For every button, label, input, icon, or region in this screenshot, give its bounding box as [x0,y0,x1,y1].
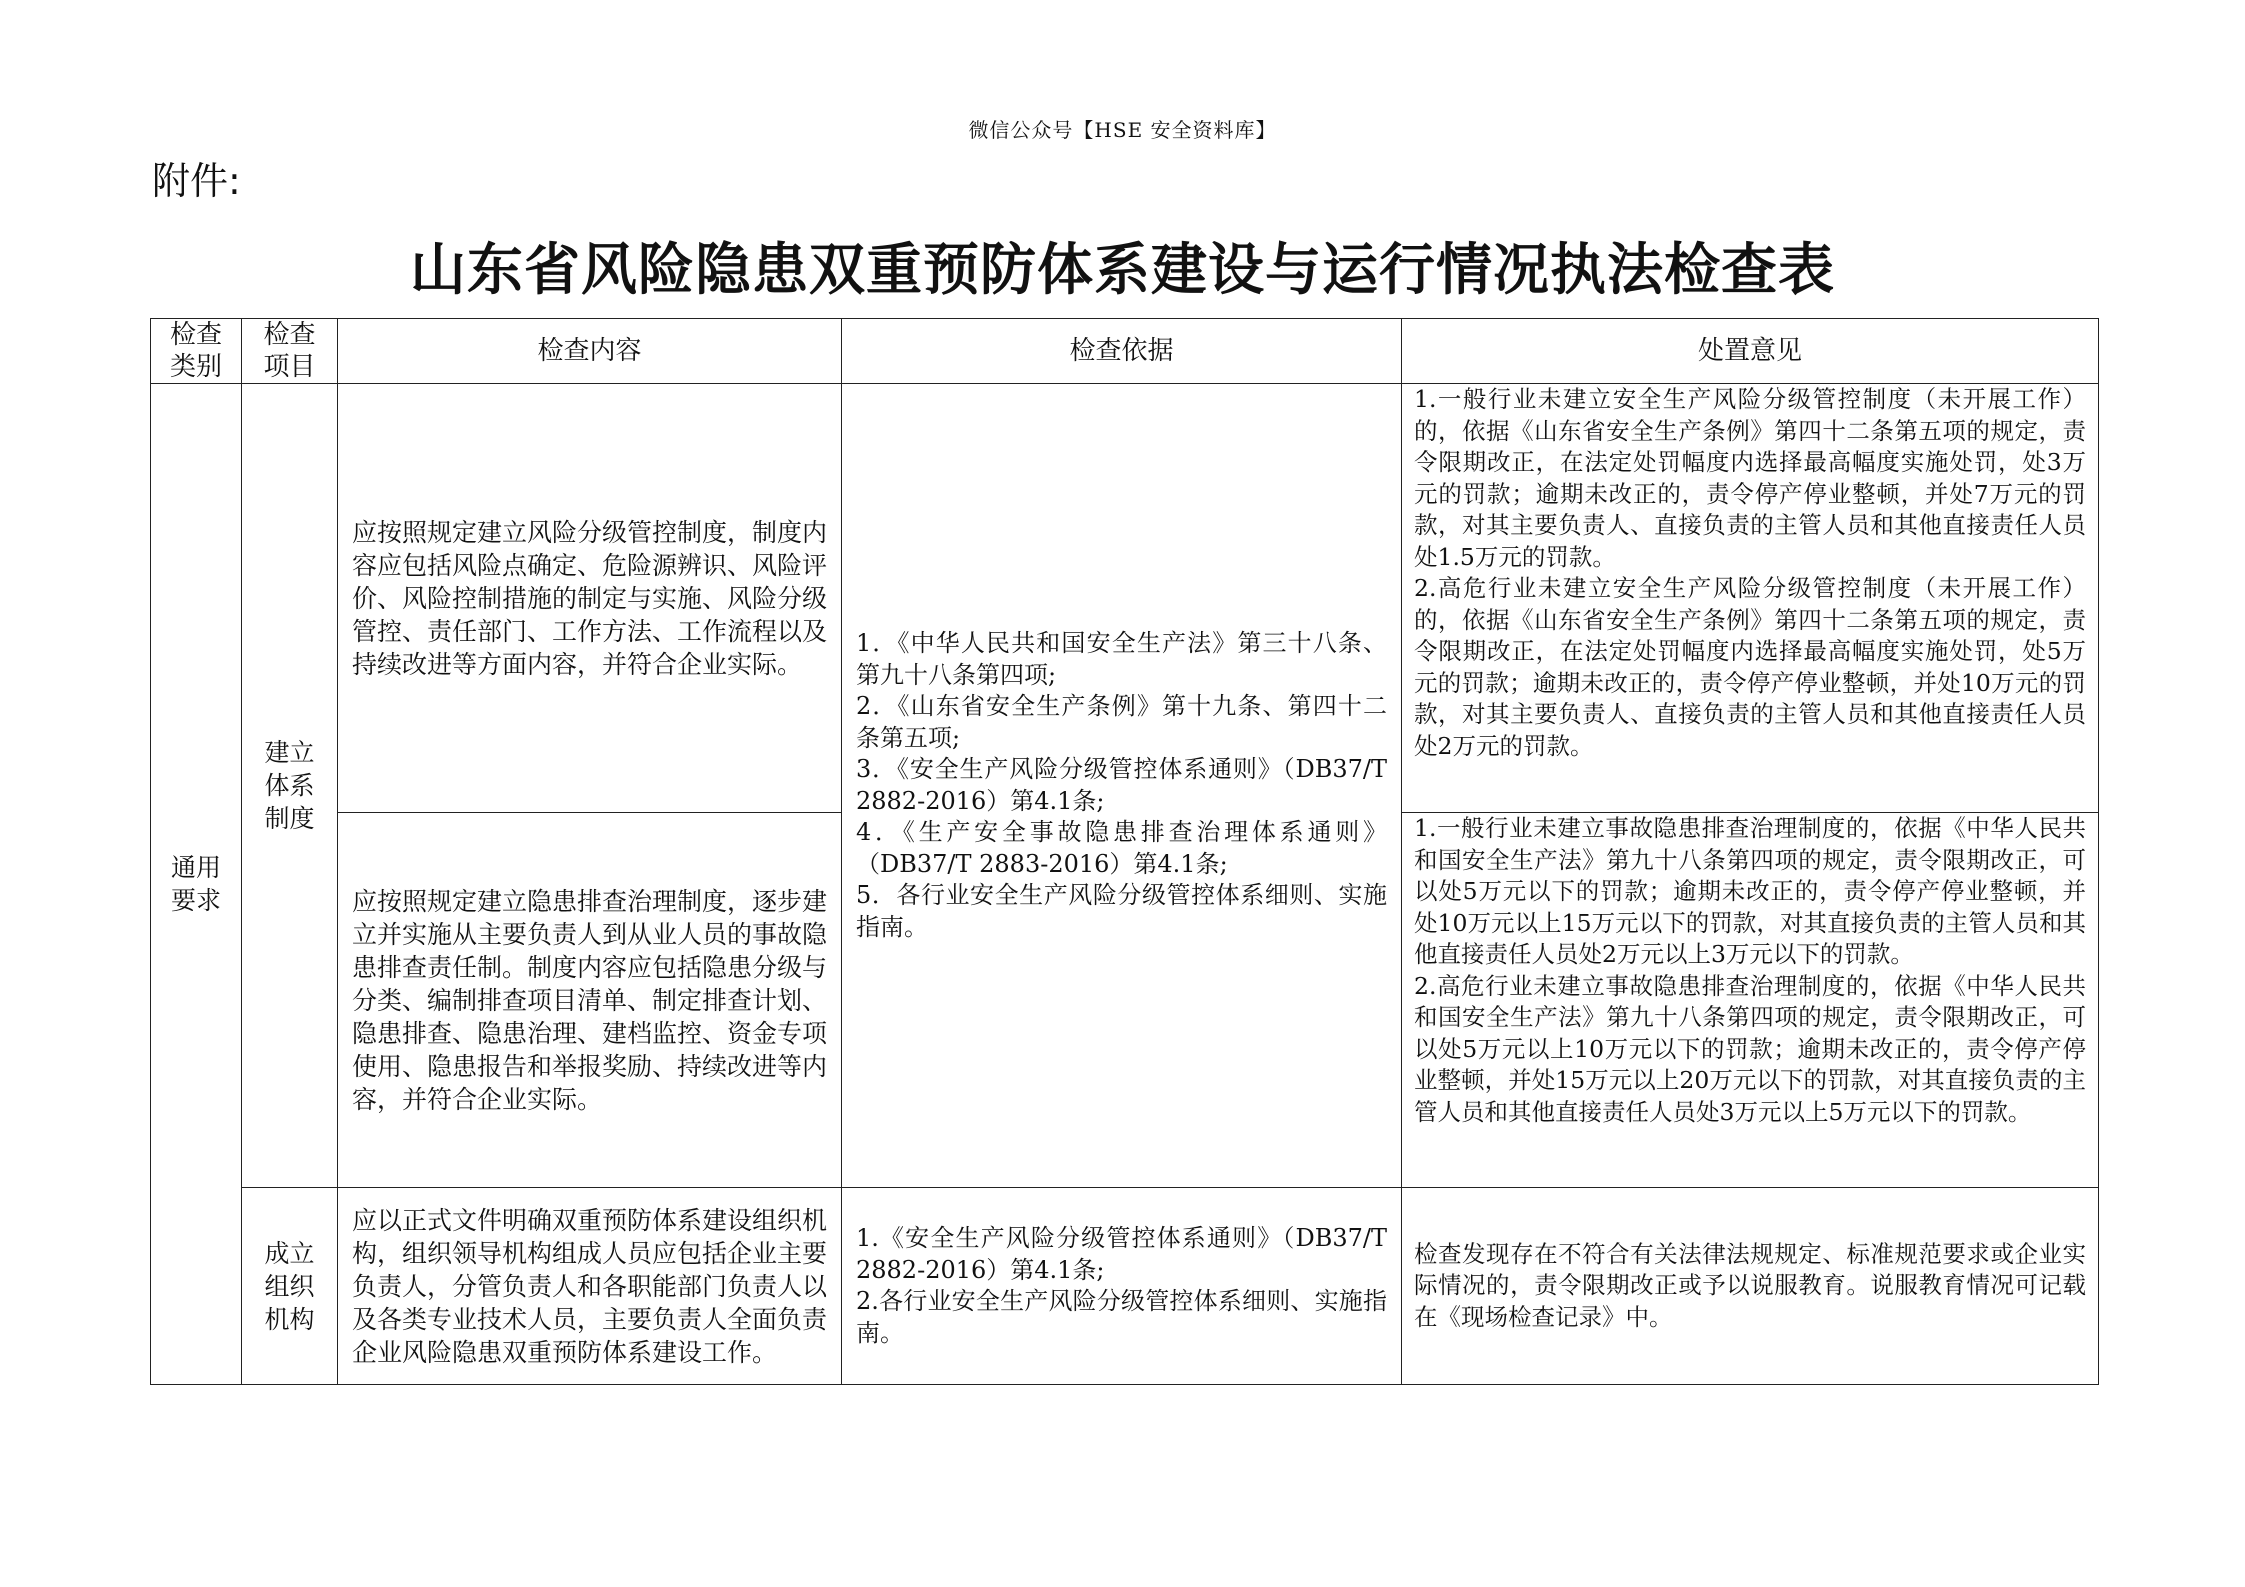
basis-line: 2.各行业安全生产风险分级管控体系细则、实施指南。 [856,1287,1387,1347]
basis-line: 5．各行业安全生产风险分级管控体系细则、实施指南。 [856,881,1387,941]
basis-line: 1.《安全生产风险分级管控体系通则》（DB37/T 2882-2016）第4.1条; [856,1224,1387,1284]
item-cell-organization: 成立 组织 机构 [242,1188,338,1385]
watermark-text: 微信公众号【HSE 安全资料库】 [968,118,1277,142]
table-row [151,384,2099,813]
col-header-opinion: 处置意见 [1402,319,2099,384]
basis-line: 2．《山东省安全生产条例》第十九条、第四十二条第五项; [856,692,1387,752]
col-header-basis: 检查依据 [842,319,1402,384]
opinion-paragraph: 1.一般行业未建立安全生产风险分级管控制度（未开展工作）的，依据《山东省安全生产条例》第四十二条第五项的规定，责令限期改正，在法定处罚幅度内选择最高幅度实施处罚，处3万元的罚款；逾期未改正的，责令停产停业整顿，并处7万元的罚款，对其主要负责人、直接负责的主管人员和其他直接责任人员处1.5万元的罚款。 [1414,385,2086,571]
opinion-cell-risk [1402,384,2099,813]
opinion-paragraph: 2.高危行业未建立事故隐患排查治理制度的，依据《中华人民共和国安全生产法》第九十八条第四项的规定，责令限期改正，可以处5万元以上10万元以下的罚款；逾期未改正的，责令停产停业整顿，并处15万元以上20万元以下的罚款，对其直接负责的主管人员和其他直接责任人员处3万元以上5万元以下的罚款。 [1414,971,2086,1126]
content-cell-organization: 应以正式文件明确双重预防体系建设组织机构，组织领导机构组成人员应包括企业主要负责人，分管负责人和各职能部门负责人以及各类专业技术人员，主要负责人全面负责企业风险隐患双重预防体系建设工作。 [338,1188,842,1385]
opinion-cell-hazard [1402,813,2099,1188]
col-header-item: 检查 项目 [242,319,338,384]
col-header-category: 检查 类别 [151,319,242,384]
opinion-paragraph: 1.一般行业未建立事故隐患排查治理制度的，依据《中华人民共和国安全生产法》第九十八条第四项的规定，责令限期改正，可以处5万元以下的罚款；逾期未改正的，责令停产停业整顿，并处10万元以上15万元以下的罚款，对其直接负责的主管人员和其他直接责任人员处2万元以上3万元以下的罚款。 [1414,814,2086,968]
content-cell-hazard: 应按照规定建立隐患排查治理制度，逐步建立并实施从主要负责人到从业人员的事故隐患排查责任制。制度内容应包括隐患分级与分类、编制排查项目清单、制定排查计划、隐患排查、隐患治理、建档监控、资金专项使用、隐患报告和举报奖励、持续改进等内容，并符合企业实际。 [338,813,842,1188]
category-cell: 通用 要求 [151,384,242,1385]
basis-line: 1．《中华人民共和国安全生产法》第三十八条、第九十八条第四项; [856,629,1387,689]
basis-cell-system [842,384,1402,1188]
basis-line: 4．《生产安全事故隐患排查治理体系通则》（DB37/T 2883-2016）第4.1条; [856,818,1387,878]
opinion-cell-organization: 检查发现存在不符合有关法律法规规定、标准规范要求或企业实际情况的，责令限期改正或予以说服教育。说服教育情况可记载在《现场检查记录》中。 [1402,1188,2099,1385]
col-header-content: 检查内容 [338,319,842,384]
inspection-table [150,318,2099,1385]
attachment-label: 附件: [152,159,241,203]
basis-cell-organization [842,1188,1402,1385]
opinion-paragraph: 2.高危行业未建立安全生产风险分级管控制度（未开展工作）的，依据《山东省安全生产条例》第四十二条第五项的规定，责令限期改正，在法定处罚幅度内选择最高幅度实施处罚，处5万元的罚款；逾期未改正的，责令停产停业整顿，并处10万元的罚款，对其主要负责人、直接负责的主管人员和其他直接责任人员处2万元的罚款。 [1414,574,2086,760]
table-row [151,1188,2099,1385]
basis-line: 3．《安全生产风险分级管控体系通则》（DB37/T 2882-2016）第4.1条; [856,755,1387,815]
table-header-row [151,319,2099,384]
item-cell-system: 建立 体系 制度 [242,384,338,1188]
content-cell-risk: 应按照规定建立风险分级管控制度，制度内容应包括风险点确定、危险源辨识、风险评价、风险控制措施的制定与实施、风险分级管控、责任部门、工作方法、工作流程以及持续改进等方面内容，并符合企业实际。 [338,384,842,813]
page-title: 山东省风险隐患双重预防体系建设与运行情况执法检查表 [410,237,1835,303]
